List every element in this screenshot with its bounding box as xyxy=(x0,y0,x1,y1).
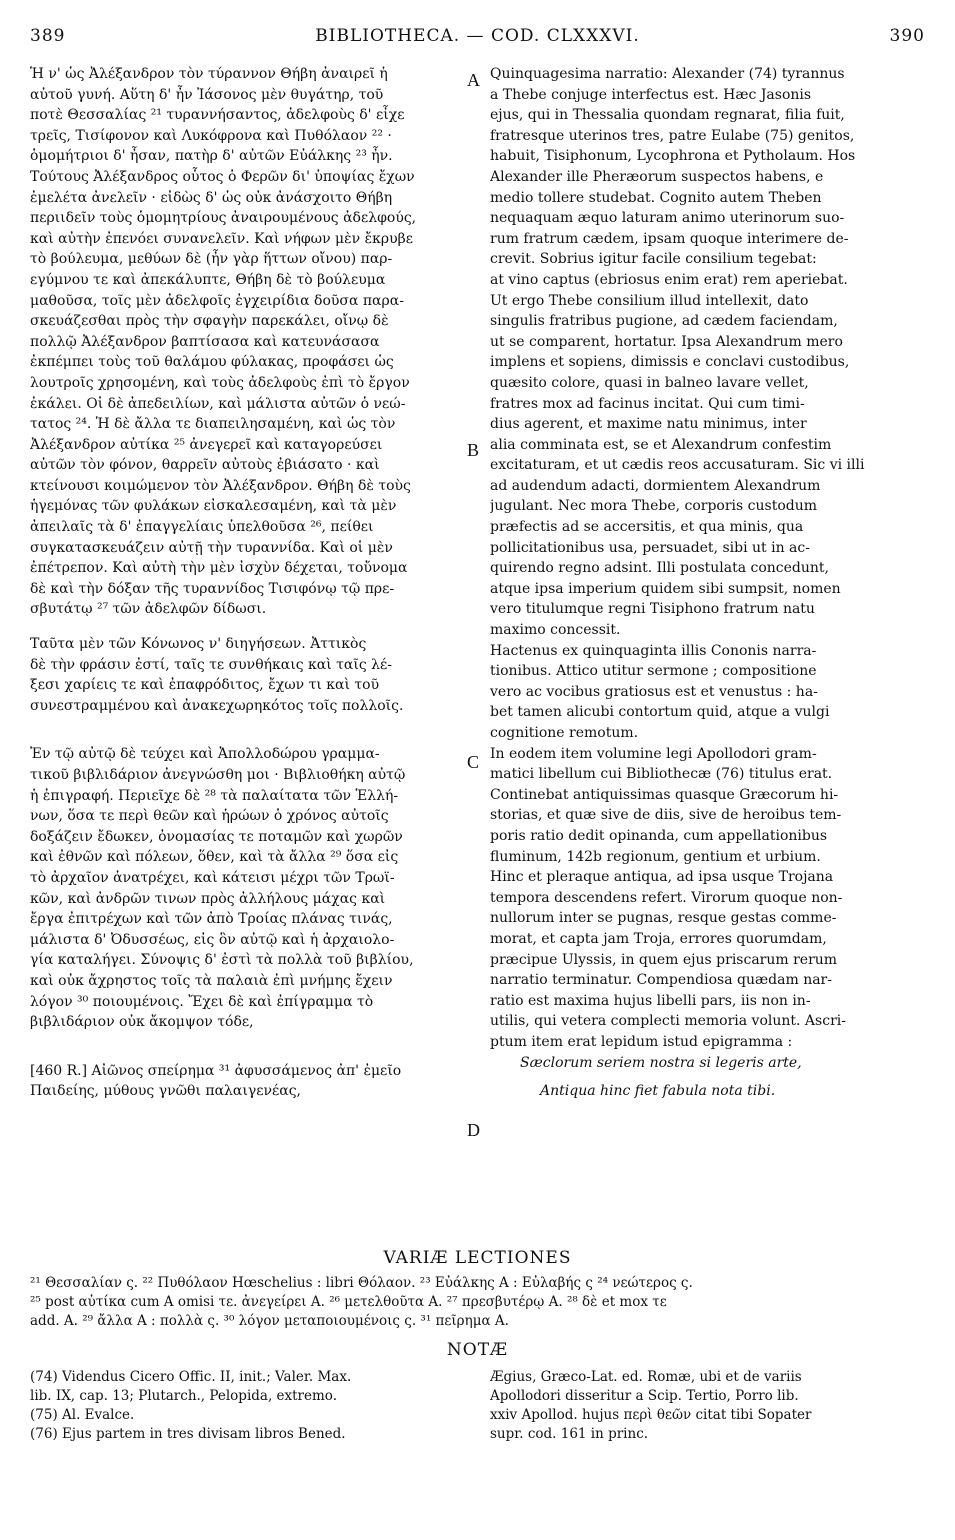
text-line: δοξάζειν ἔδωκεν, ὀνομασίας τε ποταμῶν καὶ χωρῶν xyxy=(30,828,403,845)
text-line: pollicitationibus usa, persuadet, sibi ut in ac- xyxy=(490,539,810,556)
running-header xyxy=(30,26,925,54)
latin-column xyxy=(490,64,925,1102)
text-line: supr. cod. 161 in princ. xyxy=(490,1426,649,1442)
text-line: ut se comparent, hortatur. Ipsa Alexandrum mero xyxy=(490,333,843,350)
text-line: Continebat antiquissimas quasque Græcorum hi- xyxy=(490,786,839,803)
text-line: lib. IX, cap. 13; Plutarch., Pelopida, extremo. xyxy=(30,1388,337,1404)
text-line: implens et sopiens, dimissis e conclavi custodibus, xyxy=(490,354,850,371)
text-line: dius agerent, et maxime natu minimus, inter xyxy=(490,416,807,433)
text-line: crevit. Sobrius igitur facile consilium tegebat: xyxy=(490,251,817,268)
text-line: (76) Ejus partem in tres divisam libros Bened. xyxy=(30,1426,346,1442)
text-line: σκευάζεσθαι πρὸς τὴν σφαγὴν παρεκάλει, οἴνῳ δὲ xyxy=(30,313,389,330)
text-line: Ταῦτα μὲν τῶν Κόνωνος ν' διηγήσεων. Ἀττικὸς xyxy=(30,636,367,653)
text-line: (74) Videndus Cicero Offic. II, init.; Valer. Max. xyxy=(30,1369,352,1385)
text-line: storias, et quæ sive de diis, sive de heroibus tem- xyxy=(490,807,842,824)
text-line: vero ac vocibus gratiosus est et venustus : ha- xyxy=(490,683,818,700)
text-line: ²⁵ post αὐτίκα cum A omisi τε. ἀνεγείρει A. ²⁶ μετελθοῦτα A. ²⁷ πρεσβυτέρῳ A. ²⁸ δὲ et mox τε xyxy=(30,1294,667,1310)
text-line: αὐτῶν τὸν φόνον, θαρρεῖν αὐτοὺς ἐβιάσατο · καὶ xyxy=(30,457,380,474)
text-line: ἐμελέτα ἀνελεῖν · εἰδὼς δ' ὡς οὐκ ἀνάσχοιτο Θήβη xyxy=(30,189,393,206)
text-line: singulis fratribus pugione, ad cædem faciendam, xyxy=(490,313,838,330)
text-line: præcipue Ulyssis, in quem ejus priscarum rerum xyxy=(490,951,838,968)
text-line: jugulant. Nec mora Thebe, corporis custodum xyxy=(490,498,818,515)
text-line: λόγον ³⁰ ποιουμένοις. Ἔχει δὲ καὶ ἐπίγραμμα τὸ xyxy=(30,993,374,1010)
text-line: Alexander ille Pheræorum suspectos habens, e xyxy=(490,168,824,185)
text-line: ἐκπέμπει τοὺς τοῦ θαλάμου φύλακας, προφάσει ὡς xyxy=(30,354,394,371)
text-line: ἔργα ἐπιτρέχων καὶ τῶν ἀπὸ Τροίας πλάνας τινάς, xyxy=(30,911,393,928)
text-line: μαθοῦσα, τοῖς μὲν ἀδελφοῖς ἐγχειρίδια δοῦσα παρα- xyxy=(30,292,404,309)
text-line: τὸ βούλευμα, μεθύων δὲ (ἦν γὰρ ἥττων οἴνου) παρ- xyxy=(30,251,393,268)
text-line: rum fratrum cædem, ipsam quoque interimere de- xyxy=(490,230,849,247)
text-line: Ægius, Græco-Lat. ed. Romæ, ubi et de variis xyxy=(490,1369,802,1385)
text-line: Ut ergo Thebe consilium illud intellexit, dato xyxy=(490,292,809,309)
text-line: Παιδείης, μύθους γνῶθι παλαιγενέας, xyxy=(30,1083,301,1100)
text-line: τὸ ἀρχαῖον ἀνατρέχει, καὶ κάτεισι μέχρι τῶν Τρωϊ- xyxy=(30,869,395,886)
latin-paragraph-2 xyxy=(490,641,925,744)
text-line: βιβλιδάριον οὐκ ἄκομψον τόδε, xyxy=(30,1014,254,1031)
text-line: Quinquagesima narratio: Alexander (74) tyrannus xyxy=(490,66,845,82)
variae-lectiones-title: VARIÆ LECTIONES xyxy=(383,1248,572,1268)
text-line: ὁμομήτριοι δ' ἦσαν, πατὴρ δ' αὐτῶν Εὐάλκης ²³ ἦν. xyxy=(30,148,393,165)
text-line: poris ratio dedit opinanda, cum appellationibus xyxy=(490,827,828,844)
text-line: ad audendum adacti, dormientem Alexandrum xyxy=(490,477,821,494)
notae-title: NOTÆ xyxy=(446,1340,509,1360)
running-title: BIBLIOTHECA. — COD. CLXXXVI. xyxy=(315,26,640,46)
text-line: præfectis ad se accersitis, et qua minis, qua xyxy=(490,519,804,536)
text-line: Ἀλέξανδρον αὐτίκα ²⁵ ἀνεγερεῖ καὶ καταγορεύσει xyxy=(30,436,383,453)
text-line: alia comminata est, se et Alexandrum confestim xyxy=(490,436,832,453)
greek-column xyxy=(30,64,468,1102)
text-line: σβυτάτῳ ²⁷ τῶν ἀδελφῶν δίδωσι. xyxy=(30,601,267,618)
text-line: tionibus. Attico utitur sermone ; compositione xyxy=(490,663,817,680)
text-line: Hinc et pleraque antiqua, ad ipsa usque Trojana xyxy=(490,869,834,886)
greek-paragraph-3 xyxy=(30,744,468,1032)
text-line: a Thebe conjuge interfectus est. Hæc Jasonis xyxy=(490,86,812,103)
text-line: καὶ οὐκ ἄχρηστος τοῖς τὰ παλαιὰ ἐπὶ μνήμης ἔχειν xyxy=(30,972,393,989)
text-line: ἀπειλαῖς τὰ δ' ἐπαγγελίαις ὑπελθοῦσα ²⁶, πείθει xyxy=(30,519,374,536)
margin-letter-a: A xyxy=(467,70,480,90)
variae-lectiones xyxy=(30,1274,925,1331)
text-line: habuit, Tisiphonum, Lycophrona et Pytholaum. Hos xyxy=(490,148,856,165)
text-line: quirendo regno adsint. Illi postulata concedunt, xyxy=(490,560,830,577)
text-line: add. A. ²⁹ ἄλλα A : πολλὰ ς. ³⁰ λόγον μεταποιουμένοις ς. ³¹ πεῖρημα A. xyxy=(30,1313,509,1329)
text-line: ²¹ Θεσσαλίαν ς. ²² Πυθόλαον Hœschelius : libri Θόλαον. ²³ Εὐάλκης A : Εὐλαβής ς ²⁴ νεώτερος ς. xyxy=(30,1275,693,1291)
latin-paragraph-1 xyxy=(490,64,925,641)
text-line: συνεστραμμένου καὶ ἀνακεχωρηκότος τοῖς πολλοῖς. xyxy=(30,697,404,714)
text-line: ἐκάλει. Οἱ δὲ ἀπεδειλίων, καὶ μάλιστα αὐτῶν ὁ νεώ- xyxy=(30,395,406,412)
text-line: ξεσι χαρίεις τε καὶ ἐπαφρόδιτος, ἔχων τι καὶ τοῦ xyxy=(30,677,380,694)
margin-letter-c: C xyxy=(467,752,480,772)
greek-paragraph-1 xyxy=(30,64,468,620)
text-line: κῶν, καὶ ἀνδρῶν τινων πρὸς ἀλλήλους μάχας καὶ xyxy=(30,890,386,907)
text-line: Sæclorum seriem nostra si legeris arte, xyxy=(520,1054,802,1071)
text-line: bet tamen alicubi contortum quid, atque a vulgi xyxy=(490,704,830,721)
text-line: δὲ τὴν φράσιν ἐστί, ταῖς τε συνθήκαις καὶ ταῖς λέ- xyxy=(30,656,392,673)
text-line: αὐτοῦ γυνή. Αὕτη δ' ἦν Ἰάσονος μὲν θυγάτηρ, τοῦ xyxy=(30,86,384,103)
text-line: tempora descendens refert. Virorum quoque non- xyxy=(490,889,843,906)
text-line: xxiv Apollod. hujus περὶ θεῶν citat tibi Sopater xyxy=(490,1407,812,1423)
text-line: Antiqua hinc fiet fabula nota tibi. xyxy=(540,1083,776,1100)
text-line: In eodem item volumine legi Apollodori gram- xyxy=(490,745,817,762)
text-line: συγκατασκευάζειν αὐτῇ τὴν τυραννίδα. Καὶ οἱ μὲν xyxy=(30,539,393,556)
text-line: matici libellum cui Bibliothecæ (76) titulus erat. xyxy=(490,766,833,783)
text-line: περιιδεῖν τοὺς ὁμομητρίους ἀναιρουμένους ἀδελφούς, xyxy=(30,210,417,227)
text-line: [460 R.] Αἰῶνος σπείρημα ³¹ ἀφυσσάμενος ἀπ' ἐμεῖο xyxy=(30,1062,402,1079)
greek-paragraph-2 xyxy=(30,634,468,716)
margin-letter-b: B xyxy=(467,440,480,460)
text-line: ἡγεμόνας τῶν φυλάκων εἰσκαλεσαμένη, καὶ τὰ μὲν xyxy=(30,498,397,515)
text-line: utilis, qui vetera complecti memoria volunt. Ascri- xyxy=(490,1013,846,1030)
text-line: νων, ὅσα τε περὶ θεῶν καὶ ἡρώων ὁ χρόνος αὐτοῖς xyxy=(30,808,389,825)
text-line: εγύμνου τε καὶ ἀπεκάλυπτε, Θήβη δὲ τὸ βούλευμα xyxy=(30,271,386,288)
text-line: πολλῷ Ἀλέξανδρον βαπτίσασα καὶ κατευνάσασα xyxy=(30,333,380,350)
text-line: τατος ²⁴. Ἡ δὲ ἄλλα τε διαπειλησαμένη, καὶ ὡς τὸν xyxy=(30,416,396,433)
page-number-right: 390 xyxy=(889,26,925,46)
text-line: ἐπέτρεπον. Καὶ αὐτὴ τὴν μὲν ἰσχὺν δέχεται, τοὔνομα xyxy=(30,560,408,577)
text-line: vero titulumque regni Tisiphono fratrum natu xyxy=(490,601,815,618)
text-line: ptum item erat lepidum istud epigramma : xyxy=(490,1033,793,1050)
latin-paragraph-3 xyxy=(490,744,925,1053)
margin-letter-d: D xyxy=(467,1120,480,1140)
text-line: morat, et capta jam Troja, errores quorumdam, xyxy=(490,930,827,947)
text-line: Ἡ ν' ὡς Ἀλέξανδρον τὸν τύραννον Θήβη ἀναιρεῖ ἡ xyxy=(30,66,388,82)
text-line: at vino captus (ebriosus enim erat) rem aperiebat. xyxy=(490,271,848,288)
text-line: quæsito colore, quasi in balneo lavare vellet, xyxy=(490,374,809,391)
notae-right xyxy=(490,1368,925,1444)
text-line: Hactenus ex quinquaginta illis Cononis narra- xyxy=(490,642,817,659)
text-line: nullorum inter se pugnas, resque gestas comme- xyxy=(490,910,837,927)
text-line: ἡ ἐπιγραφή. Περιεῖχε δὲ ²⁸ τὰ παλαίτατα τῶν Ἑλλή- xyxy=(30,787,399,804)
text-line: καὶ αὐτὴν ἐπενόει συνανελεῖν. Καὶ νήφων μὲν ἔκρυβε xyxy=(30,230,413,247)
text-line: γία καταλήγει. Σύνοψις δ' ἐστὶ τὰ πολλὰ τοῦ βιβλίου, xyxy=(30,952,414,969)
text-line: fratres mox ad facinus incitat. Qui cum timi- xyxy=(490,395,805,412)
text-line: τρεῖς, Τισίφονον καὶ Λυκόφρονα καὶ Πυθόλαον ²² · xyxy=(30,127,392,144)
text-line: nequaquam æquo laturam animo uterinorum suo- xyxy=(490,210,845,227)
text-line: Apollodori disseritur a Scip. Tertio, Porro lib. xyxy=(490,1388,799,1404)
greek-epigram xyxy=(30,1061,468,1102)
text-line: λουτροῖς χρησομένη, καὶ τοὺς ἀδελφοὺς ἐπὶ τὸ ἔργον xyxy=(30,374,410,391)
text-line: fluminum, 142b regionum, gentium et urbium. xyxy=(490,848,821,865)
text-line: ratio est maxima hujus libelli pars, iis non in- xyxy=(490,992,811,1009)
text-line: Ἐν τῷ αὐτῷ δὲ τεύχει καὶ Ἀπολλοδώρου γραμμα- xyxy=(30,746,380,763)
text-line: (75) Al. Evalce. xyxy=(30,1407,135,1423)
text-line: medio tollere studebat. Cognito autem Theben xyxy=(490,189,822,206)
text-line: κτείνουσι κοιμώμενον τὸν Ἀλέξανδρον. Θήβη δὲ τοὺς xyxy=(30,477,411,494)
text-line: μάλιστα δ' Ὀδυσσέως, εἰς ὃν αὐτῷ καὶ ἡ ἀρχαιολο- xyxy=(30,931,395,948)
text-line: ποτὲ Θεσσαλίας ²¹ τυραννήσαντος, ἀδελφοὺς δ' εἶχε xyxy=(30,107,405,124)
text-line: τικοῦ βιβλιδάριον ἀνεγνώσθη μοι · Βιβλιοθήκη αὐτῷ xyxy=(30,767,406,783)
page-number-left: 389 xyxy=(30,26,66,46)
text-line: καὶ ἐθνῶν καὶ πόλεων, ὅθεν, καὶ τὰ ἄλλα ²⁹ ὅσα εἰς xyxy=(30,849,399,866)
text-line: excitaturam, et ut cædis reos accusaturam. Sic vi illi xyxy=(490,457,865,474)
latin-epigram xyxy=(490,1053,925,1102)
text-line: Τούτους Ἀλέξανδρος οὗτος ὁ Φερῶν δι' ὑποψίας ἔχων xyxy=(30,168,415,185)
text-line: maximo concessit. xyxy=(490,622,621,639)
text-line: narratio terminatur. Compendiosa quædam nar- xyxy=(490,972,832,989)
text-line: cognitione remotum. xyxy=(490,725,639,741)
text-line: δὲ καὶ τὴν δόξαν τῆς τυραννίδος Τισιφόνῳ τῷ πρε- xyxy=(30,580,395,597)
text-line: atque ipsa imperium quidem sibi sumpsit, nomen xyxy=(490,580,841,597)
notae-left xyxy=(30,1368,470,1444)
text-line: fratresque uterinos tres, patre Eulabe (75) genitos, xyxy=(490,127,855,144)
text-line: ejus, qui in Thessalia quondam regnarat, filia fuit, xyxy=(490,107,845,124)
